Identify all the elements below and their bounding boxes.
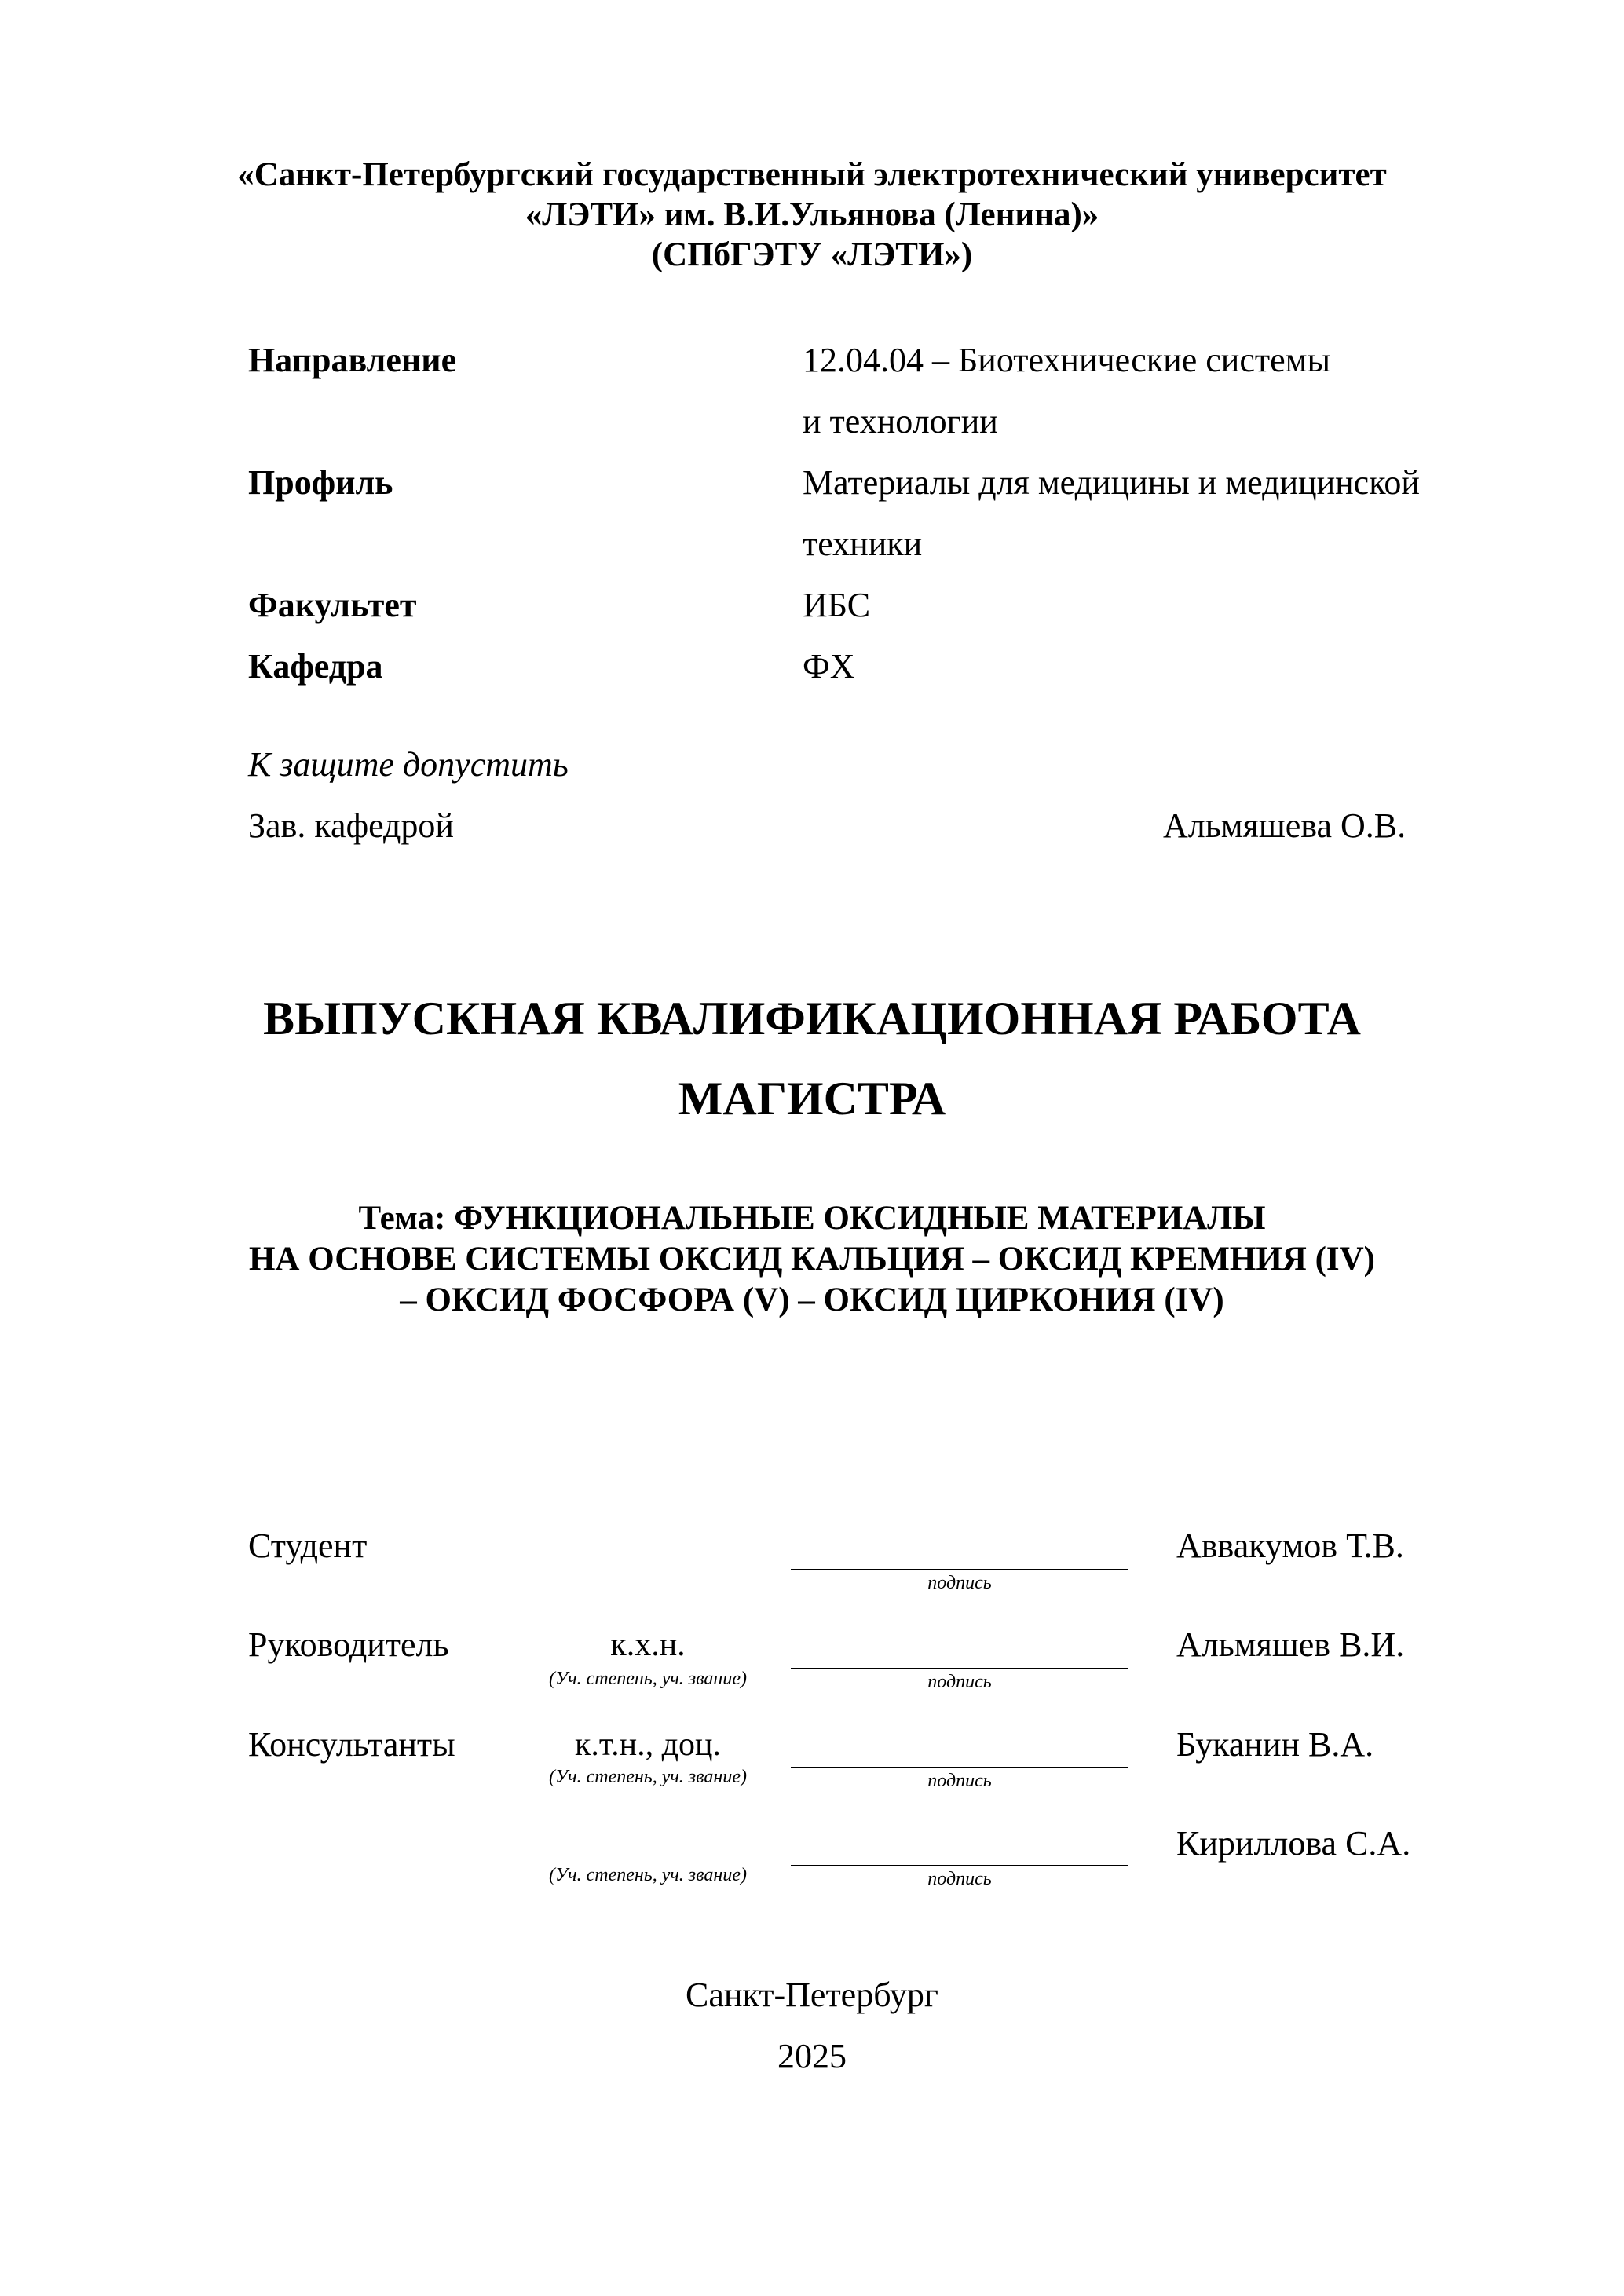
consultant1-name: Буканин В.А. [1176, 1725, 1374, 1764]
supervisor-role: Руководитель [248, 1625, 449, 1664]
consultant1-signature-caption: подпись [927, 1771, 992, 1791]
topic-line1: Тема: ФУНКЦИОНАЛЬНЫЕ ОКСИДНЫЕ МАТЕРИАЛЫ [358, 1200, 1266, 1237]
department-value: ФХ [803, 647, 855, 686]
topic-line2: НА ОСНОВЕ СИСТЕМЫ ОКСИД КАЛЬЦИЯ – ОКСИД КРЕМНИЯ (IV) [248, 1241, 1375, 1278]
topic-line3: – ОКСИД ФОСФОРА (V) – ОКСИД ЦИРКОНИЯ (IV) [400, 1281, 1224, 1318]
supervisor-name: Альмяшев В.И. [1176, 1625, 1405, 1664]
direction-value-line1: 12.04.04 – Биотехнические системы [803, 341, 1331, 379]
approval-label: К защите допустить [248, 745, 569, 784]
department-label: Кафедра [248, 647, 383, 686]
profile-label: Профиль [248, 463, 393, 502]
consultant2-signature-caption: подпись [927, 1869, 992, 1889]
consultants-role: Консультанты [248, 1725, 455, 1764]
supervisor-signature-line [791, 1668, 1128, 1669]
consultant1-signature-line [791, 1767, 1128, 1768]
document-title-line1: ВЫПУСКНАЯ КВАЛИФИКАЦИОННАЯ РАБОТА [263, 993, 1361, 1044]
student-signature-caption: подпись [927, 1573, 992, 1593]
department-head-name: Альмяшева О.В. [1163, 806, 1406, 845]
footer-year: 2025 [777, 2037, 847, 2075]
supervisor-degree-caption: (Уч. степень, уч. звание) [549, 1669, 747, 1689]
document-title-line2: МАГИСТРА [678, 1073, 946, 1124]
consultant1-degree-caption: (Уч. степень, уч. звание) [549, 1767, 747, 1787]
profile-value-line1: Материалы для медицины и медицинской [803, 463, 1420, 502]
student-name: Аввакумов Т.В. [1176, 1526, 1404, 1565]
faculty-label: Факультет [248, 586, 417, 624]
direction-label: Направление [248, 341, 457, 379]
university-name-line1: «Санкт-Петербургский государственный электротехнический университет [237, 156, 1387, 193]
footer-city: Санкт-Петербург [686, 1976, 938, 2014]
university-abbreviation: (СПбГЭТУ «ЛЭТИ») [651, 236, 973, 273]
consultant2-degree-caption: (Уч. степень, уч. звание) [549, 1865, 747, 1885]
supervisor-degree: к.х.н. [610, 1627, 686, 1663]
consultant1-degree: к.т.н., доц. [575, 1727, 721, 1763]
student-role: Студент [248, 1526, 368, 1565]
department-head-label: Зав. кафедрой [248, 806, 454, 845]
consultant2-signature-line [791, 1865, 1128, 1866]
student-signature-line [791, 1569, 1128, 1570]
direction-value-line2: и технологии [803, 402, 998, 441]
university-name-line2: «ЛЭТИ» им. В.И.Ульянова (Ленина)» [525, 196, 1099, 233]
profile-value-line2: техники [803, 525, 923, 563]
faculty-value: ИБС [803, 586, 871, 624]
supervisor-signature-caption: подпись [927, 1672, 992, 1692]
consultant2-name: Кириллова С.А. [1176, 1824, 1411, 1863]
